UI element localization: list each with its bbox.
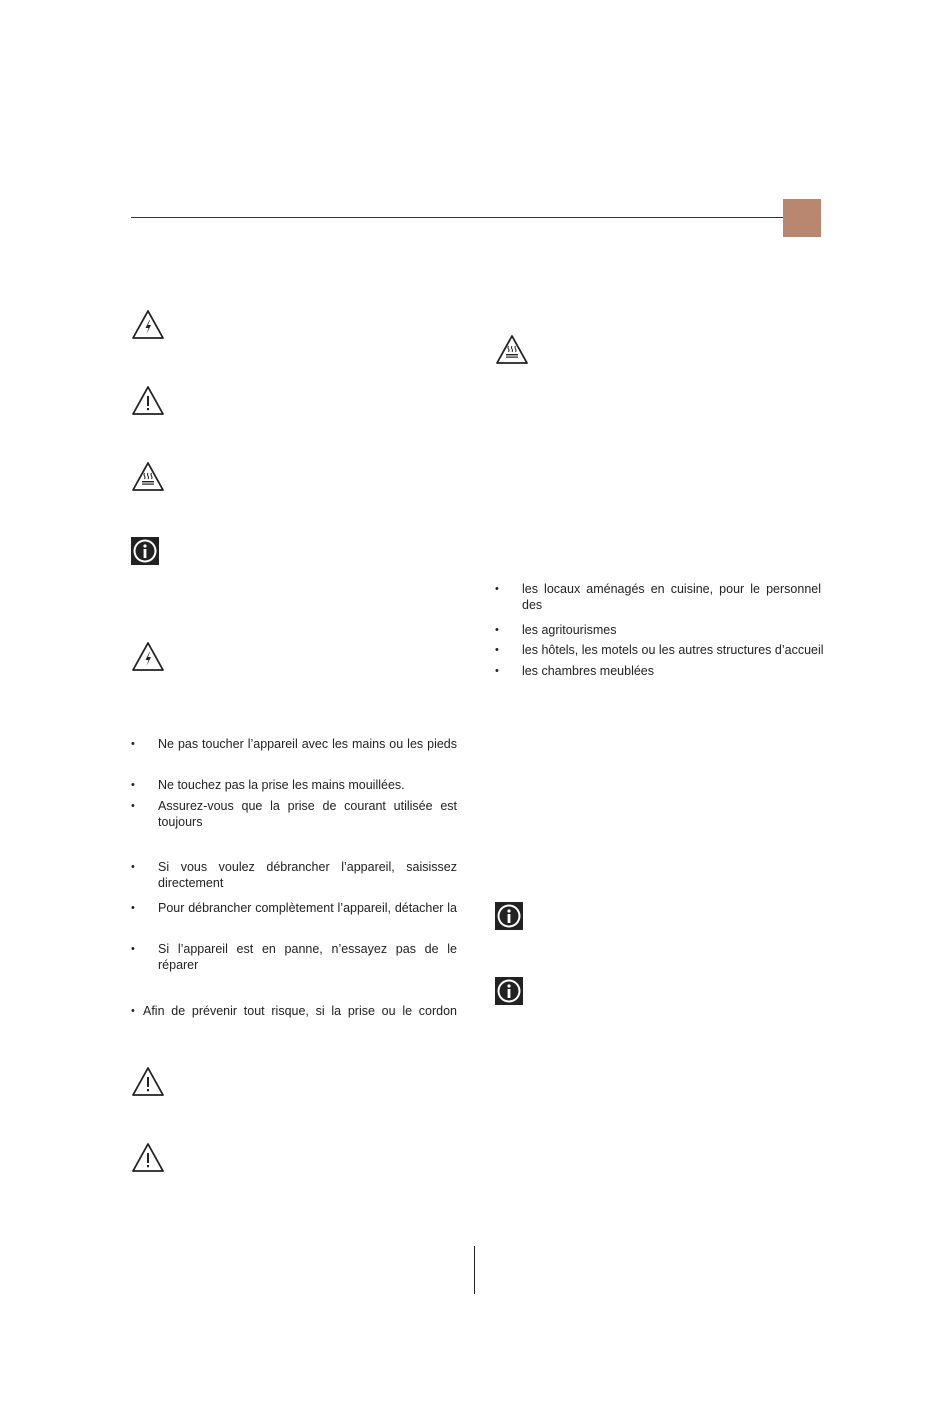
list-item: les hôtels, les motels ou les autres structures d’accueil	[522, 643, 824, 657]
bullet-glyph: •	[131, 779, 135, 791]
page-tab-marker	[783, 199, 821, 237]
warning-icon	[131, 385, 165, 417]
electric-hazard-icon	[131, 309, 165, 341]
bullet-glyph: •	[131, 902, 135, 914]
list-item: Ne touchez pas la prise les mains mouillées.	[158, 778, 405, 792]
list-item: Ne pas toucher l’appareil avec les mains ou les pieds	[158, 737, 457, 751]
list-item: Afin de prévenir tout risque, si la prise ou le cordon	[143, 1004, 457, 1018]
bullet-glyph: •	[131, 800, 135, 812]
warning-icon	[131, 1142, 165, 1174]
list-item: Si vous voulez débrancher l’appareil, saisissez directement	[158, 860, 457, 890]
list-item: les agritourismes	[522, 623, 617, 637]
bullet-glyph: •	[131, 943, 135, 955]
info-icon	[131, 537, 159, 565]
electric-hazard-icon	[131, 641, 165, 673]
header-rule	[131, 217, 783, 218]
footer-divider	[474, 1246, 475, 1294]
info-icon	[495, 902, 523, 930]
info-icon	[495, 977, 523, 1005]
list-item: les locaux aménagés en cuisine, pour le personnel des	[522, 582, 821, 612]
list-item: Pour débrancher complètement l’appareil, détacher la	[158, 901, 457, 915]
bullet-glyph: •	[495, 624, 499, 636]
list-item: Assurez-vous que la prise de courant utilisée est toujours	[158, 799, 457, 829]
list-item: Si l’appareil est en panne, n’essayez pas de le réparer	[158, 942, 457, 972]
hot-surface-icon	[495, 334, 529, 366]
warning-icon	[131, 1066, 165, 1098]
bullet-glyph: •	[131, 738, 135, 750]
bullet-glyph: •	[495, 665, 499, 677]
bullet-glyph: •	[131, 1005, 135, 1017]
bullet-glyph: •	[495, 644, 499, 656]
hot-surface-icon	[131, 461, 165, 493]
list-item: les chambres meublées	[522, 664, 655, 678]
bullet-glyph: •	[495, 583, 499, 595]
bullet-glyph: •	[131, 861, 135, 873]
